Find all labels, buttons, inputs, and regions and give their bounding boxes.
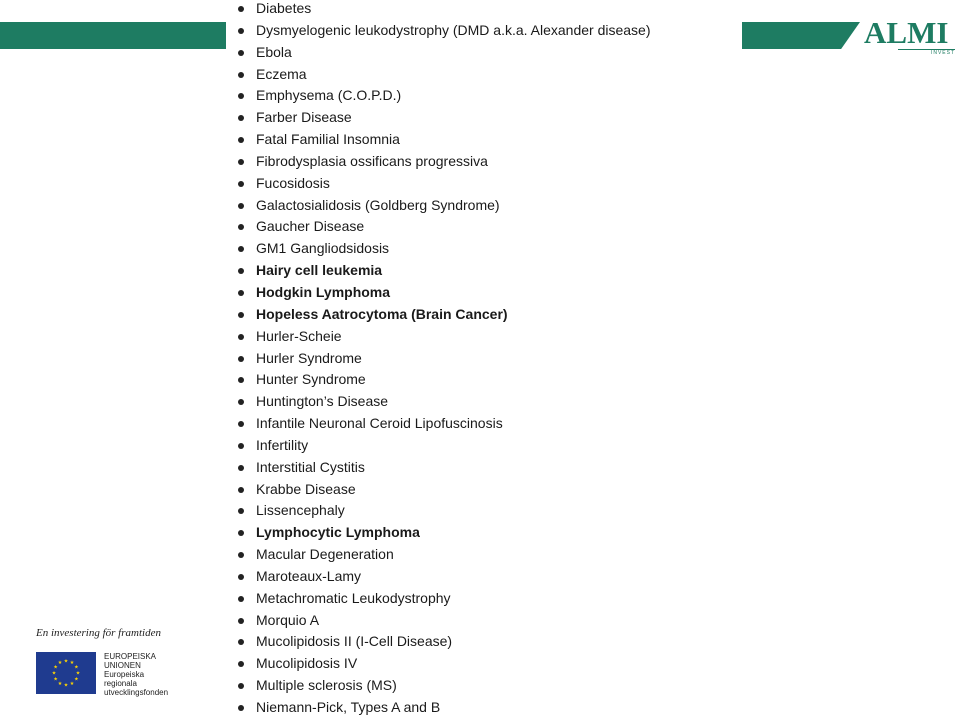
bullet-icon — [238, 290, 244, 296]
svg-text:★: ★ — [51, 670, 57, 677]
list-item-label: Mucolipidosis II (I-Cell Disease) — [256, 633, 453, 650]
bullet-icon — [238, 421, 244, 427]
eu-fund-label — [104, 652, 168, 697]
list-item — [236, 369, 651, 391]
list-item — [236, 631, 651, 653]
list-item-label: Fatal Familial Insomnia — [256, 131, 400, 148]
list-item — [236, 413, 651, 435]
bullet-icon — [238, 661, 244, 667]
list-item — [236, 20, 651, 42]
list-item-label: Multiple sclerosis (MS) — [256, 677, 397, 694]
list-item — [236, 304, 651, 326]
bullet-icon — [238, 334, 244, 340]
list-item — [236, 391, 651, 413]
bullet-icon — [238, 50, 244, 56]
bullet-icon — [238, 377, 244, 383]
list-item-label: Infantile Neuronal Ceroid Lipofuscinosis — [256, 415, 503, 432]
bullet-icon — [238, 203, 244, 209]
bullet-icon — [238, 487, 244, 493]
list-item — [236, 195, 651, 217]
eu-flag-icon — [36, 652, 96, 694]
list-item — [236, 457, 651, 479]
bullet-icon — [238, 159, 244, 165]
eu-line: EUROPEISKA — [104, 652, 157, 661]
svg-text:★: ★ — [63, 658, 69, 665]
bullet-icon — [238, 508, 244, 514]
svg-text:★: ★ — [74, 676, 79, 683]
eu-line: Europeiska — [104, 670, 145, 679]
bullet-icon — [238, 312, 244, 318]
list-item-label: Maroteaux-Lamy — [256, 567, 362, 584]
bullet-icon — [238, 246, 244, 252]
list-item — [236, 151, 651, 173]
list-item-label: Metachromatic Leukodystrophy — [256, 589, 451, 606]
list-item — [236, 260, 651, 282]
svg-text:★: ★ — [69, 660, 75, 667]
list-item-label: Ebola — [256, 43, 292, 60]
list-item-label: Morquio A — [256, 611, 320, 628]
logo-wordmark: ALMI — [864, 15, 949, 50]
list-item-label: Hurler Syndrome — [256, 349, 362, 366]
bullet-icon — [238, 465, 244, 471]
list-item-label: Hodgkin Lymphoma — [256, 283, 391, 300]
header-band-right — [742, 22, 860, 49]
list-item-label: Farber Disease — [256, 109, 352, 126]
list-item — [236, 675, 651, 697]
bullet-icon — [238, 6, 244, 12]
list-item — [236, 238, 651, 260]
list-item — [236, 544, 651, 566]
bullet-icon — [238, 224, 244, 230]
svg-text:★: ★ — [57, 680, 63, 687]
list-item — [236, 588, 651, 610]
list-item-label: Interstitial Cystitis — [256, 458, 365, 475]
bullet-icon — [238, 552, 244, 558]
svg-text:★: ★ — [57, 660, 63, 667]
list-item — [236, 435, 651, 457]
bullet-icon — [238, 596, 244, 602]
list-item-label: Huntington’s Disease — [256, 393, 389, 410]
list-item-label: Hunter Syndrome — [256, 371, 366, 388]
bullet-icon — [238, 443, 244, 449]
almi-invest-logo — [864, 16, 956, 54]
list-item-label: Hurler-Scheie — [256, 327, 342, 344]
list-item-label: Eczema — [256, 65, 307, 82]
list-item — [236, 173, 651, 195]
bullet-icon — [238, 399, 244, 405]
list-item — [236, 653, 651, 675]
eu-line: utvecklingsfonden — [104, 688, 169, 697]
svg-text:★: ★ — [69, 680, 75, 687]
list-item-label: Lissencephaly — [256, 502, 345, 519]
logo-subtitle: INVEST — [898, 49, 955, 56]
bullet-icon — [238, 574, 244, 580]
list-item — [236, 42, 651, 64]
bullet-icon — [238, 72, 244, 78]
list-item-label: Fucosidosis — [256, 174, 330, 191]
bullet-icon — [238, 93, 244, 99]
list-item — [236, 566, 651, 588]
list-item-label: Infertility — [256, 436, 309, 453]
bullet-icon — [238, 137, 244, 143]
list-item — [236, 348, 651, 370]
list-item-label: Hairy cell leukemia — [256, 262, 383, 279]
list-item — [236, 479, 651, 501]
header-band-left — [0, 22, 226, 49]
list-item-label: Krabbe Disease — [256, 480, 356, 497]
bullet-icon — [238, 618, 244, 624]
list-item-label: GM1 Gangliodsidosis — [256, 240, 390, 257]
list-item-label: Hopeless Aatrocytoma (Brain Cancer) — [256, 305, 508, 322]
list-item — [236, 522, 651, 544]
list-item-label: Macular Degeneration — [256, 546, 394, 563]
svg-text:★: ★ — [75, 670, 81, 677]
bullet-icon — [238, 356, 244, 362]
list-item — [236, 129, 651, 151]
bullet-icon — [238, 683, 244, 689]
list-item — [236, 107, 651, 129]
list-item-label: Niemann-Pick, Types A and B — [256, 699, 441, 715]
svg-text:★: ★ — [53, 664, 58, 671]
bullet-icon — [238, 181, 244, 187]
list-item-label: Diabetes — [256, 0, 312, 16]
svg-text:★: ★ — [74, 664, 79, 671]
bullet-icon — [238, 639, 244, 645]
list-item — [236, 85, 651, 107]
footer-tagline: En investering för framtiden — [36, 627, 161, 639]
list-item — [236, 282, 651, 304]
list-item — [236, 500, 651, 522]
bullet-icon — [238, 705, 244, 711]
list-item — [236, 216, 651, 238]
list-item-label: Dysmyelogenic leukodystrophy (DMD a.k.a. Alexander disease) — [256, 21, 651, 38]
disease-list — [236, 0, 651, 719]
list-item — [236, 326, 651, 348]
eu-line: UNIONEN — [104, 661, 141, 670]
list-item-label: Fibrodysplasia ossificans progressiva — [256, 152, 488, 169]
list-item-label: Emphysema (C.O.P.D.) — [256, 87, 402, 104]
list-item — [236, 610, 651, 632]
list-item-label: Lymphocytic Lymphoma — [256, 524, 420, 541]
svg-text:★: ★ — [63, 682, 69, 689]
bullet-icon — [238, 530, 244, 536]
bullet-icon — [238, 268, 244, 274]
list-item — [236, 64, 651, 86]
list-item — [236, 697, 651, 719]
list-item — [236, 0, 651, 20]
list-item-label: Galactosialidosis (Goldberg Syndrome) — [256, 196, 500, 213]
bullet-icon — [238, 28, 244, 34]
svg-text:★: ★ — [53, 676, 58, 683]
list-item-label: Gaucher Disease — [256, 218, 365, 235]
bullet-icon — [238, 115, 244, 121]
list-item-label: Mucolipidosis IV — [256, 655, 358, 672]
eu-line: regionala — [104, 679, 137, 688]
